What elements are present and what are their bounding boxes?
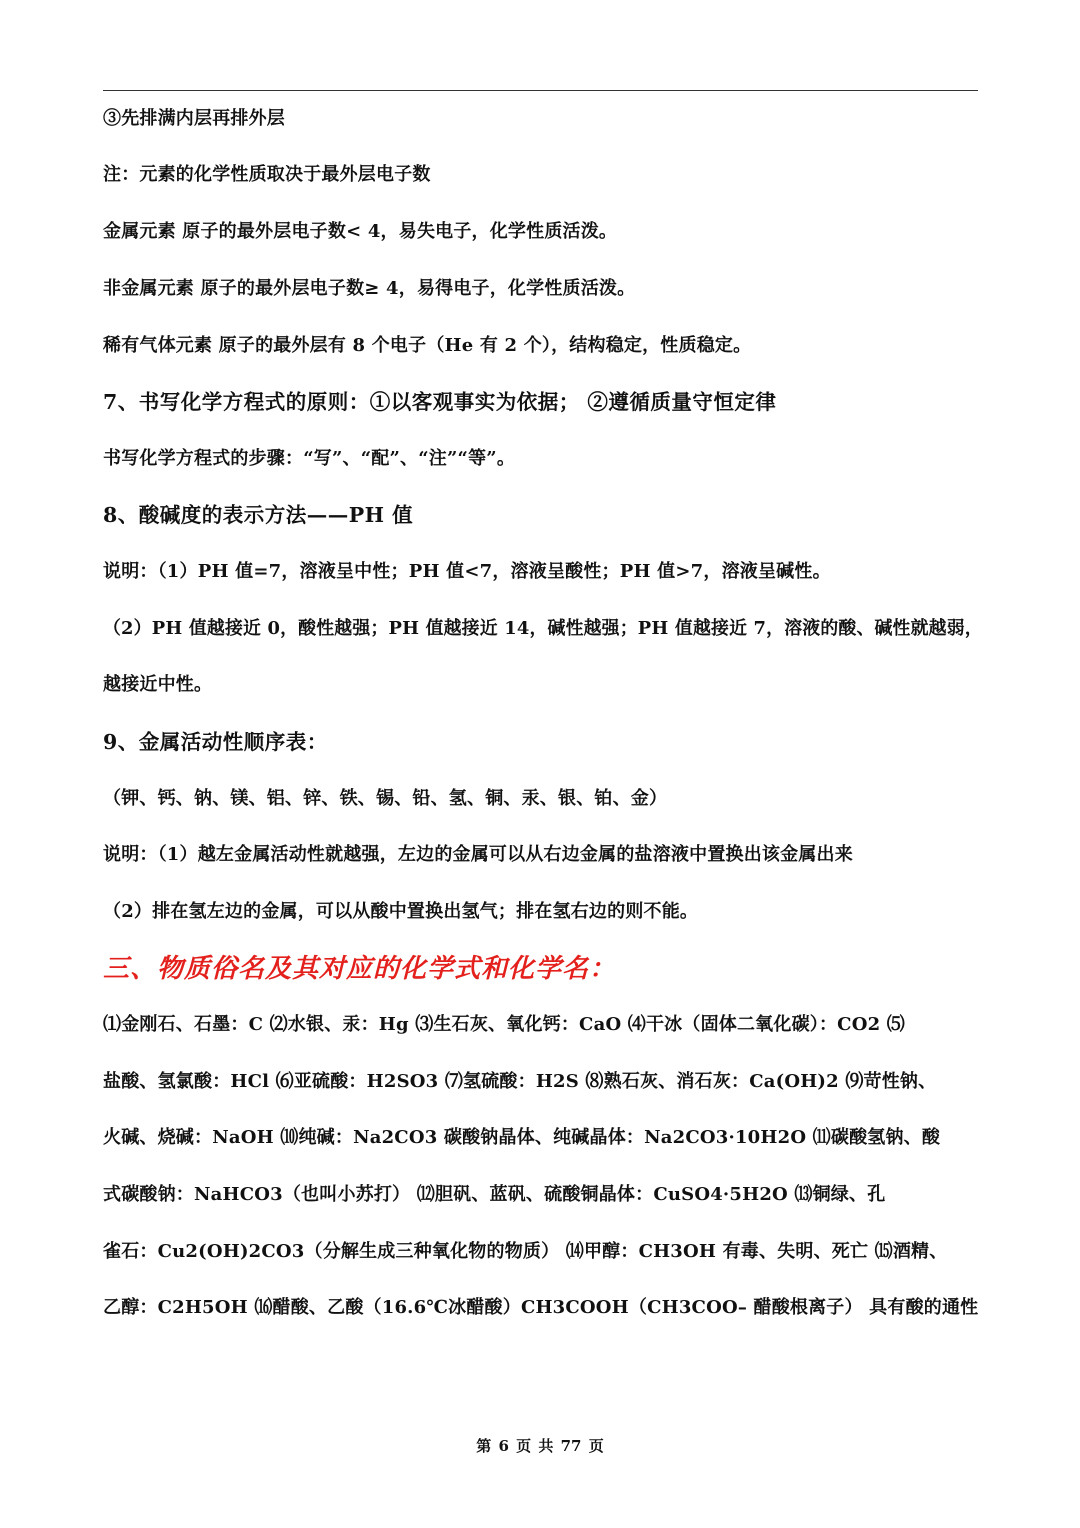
paragraph: 盐酸、氢氯酸：HCl ⑹亚硫酸：H2SO3 ⑺氢硫酸：H2S ⑻熟石灰、消石灰：Ca(OH)2 ⑼苛性钠、 (103, 1071, 937, 1092)
paragraph: 雀石：Cu2(OH)2CO3（分解生成三种氧化物的物质） ⒁甲醇：CH3OH 有毒、失明、死亡 ⒂酒精、 (103, 1241, 948, 1262)
chapter-heading: 三、物质俗名及其对应的化学式和化学名： (103, 954, 617, 984)
paragraph: （2）排在氢左边的金属，可以从酸中置换出氢气；排在氢右边的则不能。 (103, 901, 699, 922)
paragraph: （钾、钙、钠、镁、铝、锌、铁、锡、铅、氢、铜、汞、银、铂、金） (103, 788, 668, 809)
section-heading: 7、书写化学方程式的原则：①以客观事实为依据； ②遵循质量守恒定律 (103, 390, 777, 414)
paragraph: 越接近中性。 (103, 674, 213, 695)
section-heading: 9、金属活动性顺序表： (103, 730, 328, 754)
paragraph: ③先排满内层再排外层 (103, 108, 285, 129)
paragraph: 乙醇：C2H5OH ⒃醋酸、乙酸（16.6℃冰醋酸）CH3COOH（CH3COO– 醋酸根离子） 具有酸的通性 (103, 1297, 979, 1318)
section-heading: 8、酸碱度的表示方法——PH 值 (103, 503, 414, 527)
paragraph: 说明：（1）越左金属活动性就越强，左边的金属可以从右边金属的盐溶液中置换出该金属出来 (103, 844, 853, 865)
paragraph: 稀有气体元素 原子的最外层有 8 个电子（He 有 2 个），结构稳定，性质稳定。 (103, 335, 752, 356)
paragraph: （2）PH 值越接近 0，酸性越强；PH 值越接近 14，碱性越强；PH 值越接近 7，溶液的酸、碱性就越弱， (103, 618, 983, 639)
page-number-footer: 第 6 页 共 77 页 (476, 1437, 604, 1455)
paragraph: 式碳酸钠：NaHCO3（也叫小苏打） ⑿胆矾、蓝矾、硫酸铜晶体：CuSO4·5H2O ⒀铜绿、孔 (103, 1184, 886, 1205)
paragraph: 火碱、烧碱：NaOH ⑽纯碱：Na2CO3 碳酸钠晶体、纯碱晶体：Na2CO3·10H2O ⑾碳酸氢钠、酸 (103, 1127, 941, 1148)
header-rule (103, 90, 978, 91)
paragraph: 书写化学方程式的步骤：“写”、“配”、“注”“等”。 (103, 448, 516, 469)
paragraph: ⑴金刚石、石墨：C ⑵水银、汞：Hg ⑶生石灰、氧化钙：CaO ⑷干冰（固体二氧化碳）：CO2 ⑸ (103, 1014, 905, 1035)
paragraph: 金属元素 原子的最外层电子数< 4，易失电子，化学性质活泼。 (103, 221, 618, 242)
paragraph: 注：元素的化学性质取决于最外层电子数 (103, 164, 431, 185)
paragraph: 非金属元素 原子的最外层电子数≥ 4，易得电子，化学性质活泼。 (103, 278, 636, 299)
paragraph: 说明：（1）PH 值=7，溶液呈中性；PH 值<7，溶液呈酸性；PH 值>7，溶液呈碱性。 (103, 561, 831, 582)
